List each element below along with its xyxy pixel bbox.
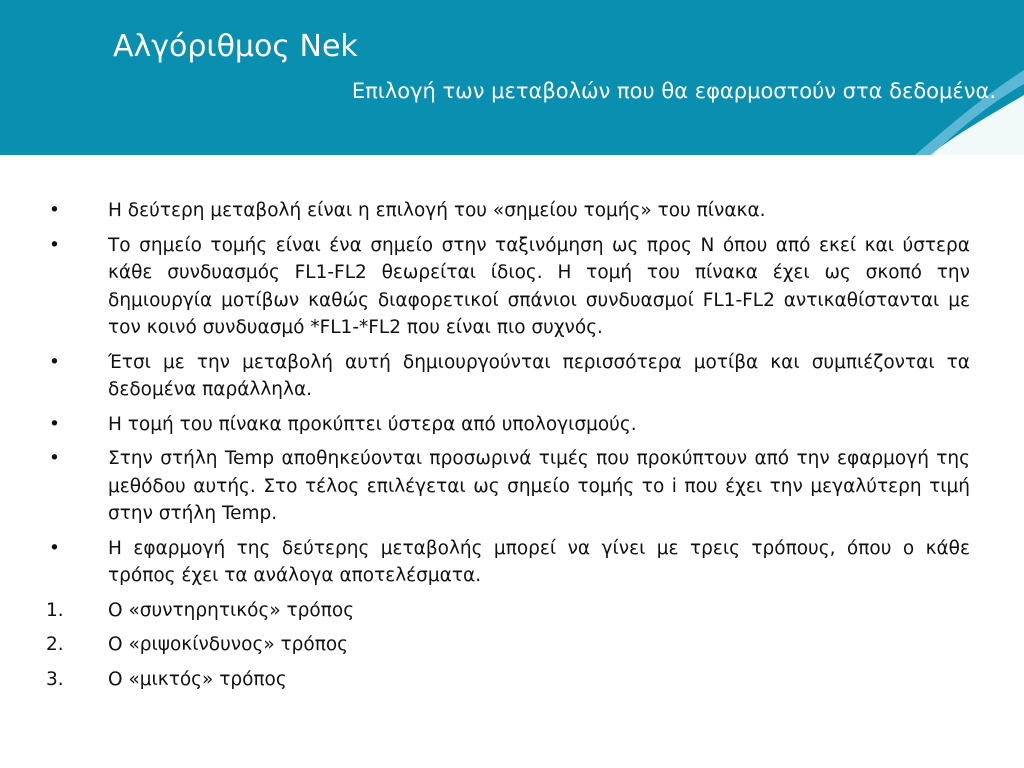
list-item bbox=[46, 411, 970, 439]
number-marker: 1. bbox=[46, 599, 64, 621]
numbered-item bbox=[46, 666, 970, 694]
numbered-item-text: Ο «ριψοκίνδυνος» τρόπος bbox=[108, 634, 349, 655]
bullet-marker: • bbox=[49, 448, 60, 469]
bullet-marker: • bbox=[49, 200, 60, 221]
bullet-marker: • bbox=[49, 537, 60, 559]
bullet-marker: • bbox=[49, 413, 60, 435]
numbered-item bbox=[46, 631, 970, 659]
list-item-text: Το σημείο τομής είναι ένα σημείο στην ταξινόμηση ως προς Ν όπου από εκεί και ύστερα κάθε συνδυασμός FL1-FL2 θεωρείται ίδιος. Η τομή του πίνακα έχει ως σκοπό την δημιουργία μοτίβων καθώς διαφορετικοί σπάνιοι συνδυασμοί FL1-FL2 αντικαθίστανται με τον κοινό συνδυασμό *FL1-*FL2 που είναι πιο συχνός. bbox=[108, 234, 970, 338]
number-marker: 3. bbox=[46, 668, 64, 690]
slide-title: Αλγόριθμος Nek bbox=[113, 29, 358, 64]
slide-content bbox=[46, 197, 970, 700]
list-item bbox=[46, 445, 970, 528]
list-item-text: Η εφαρμογή της δεύτερης μεταβολής μπορεί να γίνει με τρεις τρόπους, όπου ο κάθε τρόπος έχει τα ανάλογα αποτελέσματα. bbox=[108, 537, 970, 586]
list-item-text: Η τομή του πίνακα προκύπτει ύστερα από υπολογισμούς. bbox=[108, 413, 637, 435]
list-item bbox=[46, 535, 970, 590]
slide-subtitle: Επιλογή των μεταβολών που θα εφαρμοστούν στα δεδομένα. bbox=[351, 79, 996, 103]
header-swoosh-decoration bbox=[0, 0, 1024, 155]
bullet-marker: • bbox=[49, 351, 60, 373]
numbered-item bbox=[46, 597, 970, 625]
bullet-marker: • bbox=[49, 234, 60, 256]
list-item bbox=[46, 349, 970, 404]
list-item-text: Στην στήλη Temp αποθηκεύονται προσωρινά τιμές που προκύπτουν από την εφαρμογή της μεθόδου αυτής. Στο τέλος επιλέγεται ως σημείο τομής το i που έχει την μεγαλύτερη τιμή στην στήλη Temp. bbox=[108, 448, 970, 524]
numbered-item-text: Ο «μικτός» τρόπος bbox=[108, 668, 287, 690]
slide-header bbox=[0, 0, 1024, 155]
list-item bbox=[46, 232, 970, 342]
list-item-text: Η δεύτερη μεταβολή είναι η επιλογή του «σημείου τομής» του πίνακα. bbox=[108, 200, 766, 221]
numbered-item-text: Ο «συντηρητικός» τρόπος bbox=[108, 599, 355, 621]
number-marker: 2. bbox=[46, 634, 64, 655]
list-item bbox=[46, 197, 970, 225]
list-item-text: Έτσι με την μεταβολή αυτή δημιουργούνται περισσότερα μοτίβα και συμπιέζονται τα δεδομένα παράλληλα. bbox=[108, 351, 970, 400]
